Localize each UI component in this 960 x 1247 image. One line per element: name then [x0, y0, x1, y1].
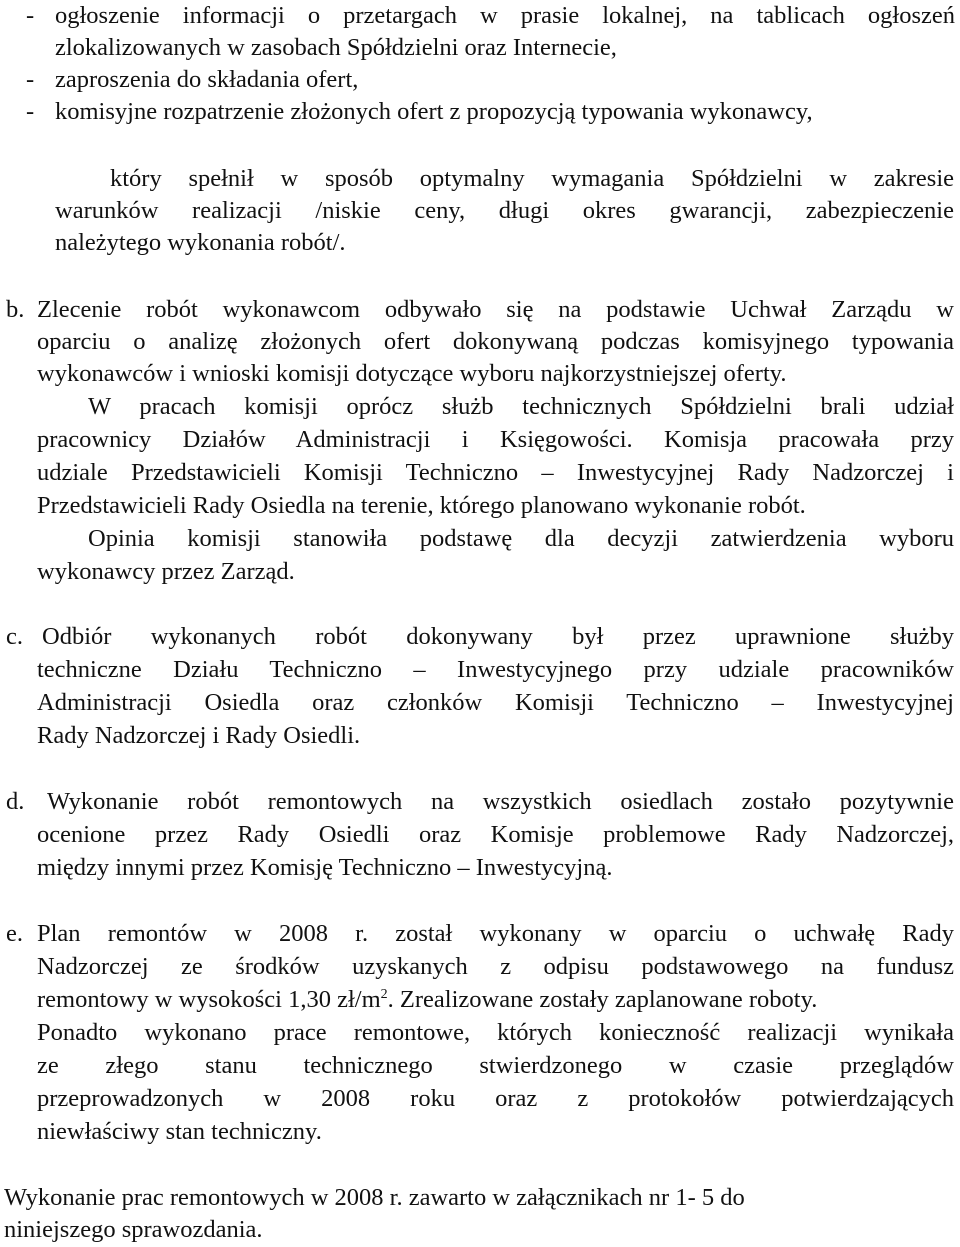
section-label: c. [6, 623, 23, 650]
list-item-line: zaproszenia do składania ofert, [55, 66, 359, 93]
paragraph-line [37, 984, 817, 1017]
paragraph-line: Opinia komisji stanowiła podstawę dla decyzji zatwierdzenia wyboru [88, 525, 954, 552]
section-label: e. [6, 920, 23, 947]
paragraph-line: Wykonanie robót remontowych na wszystkich osiedlach zostało pozytywnie [47, 788, 954, 815]
paragraph-line: Odbiór wykonanych robót dokonywany był przez uprawnione służby [42, 623, 954, 650]
list-item-line: komisyjne rozpatrzenie złożonych ofert z propozycją typowania wykonawcy, [55, 98, 813, 125]
paragraph-line: wykonawcy przez Zarząd. [37, 558, 295, 585]
paragraph-line: ocenione przez Rady Osiedli oraz Komisje problemowe Rady Nadzorczej, [37, 821, 954, 848]
list-dash: - [26, 66, 35, 93]
paragraph-line: ze złego stanu technicznego stwierdzonego w czasie przeglądów [37, 1052, 954, 1079]
text-fragment: . Zrealizowane zostały zaplanowane roboty. [387, 986, 818, 1013]
section-label: b. [6, 296, 25, 323]
list-dash: - [26, 2, 35, 29]
paragraph-line: wykonawców i wnioski komisji dotyczące wyboru najkorzystniejszej oferty. [37, 360, 787, 387]
paragraph-line: między innymi przez Komisję Techniczno – Inwestycyjną. [37, 854, 613, 881]
paragraph-line: udziale Przedstawicieli Komisji Techniczno – Inwestycyjnej Rady Nadzorczej i [37, 459, 954, 486]
paragraph-line: pracownicy Działów Administracji i Księgowości. Komisja pracowała przy [37, 426, 954, 453]
section-label: d. [6, 788, 25, 815]
list-item-line: zlokalizowanych w zasobach Spółdzielni oraz Internecie, [55, 34, 617, 61]
continuation-line: który spełnił w sposób optymalny wymagania Spółdzielni w zakresie [110, 165, 954, 192]
paragraph-line: oparciu o analizę złożonych ofert dokonywaną podczas komisyjnego typowania [37, 328, 954, 355]
paragraph-line: niewłaściwy stan techniczny. [37, 1118, 322, 1145]
paragraph-line: Administracji Osiedla oraz członków Komisji Techniczno – Inwestycyjnej [37, 689, 954, 716]
paragraph-line: Przedstawicieli Rady Osiedla na terenie, którego planowano wykonanie robót. [37, 492, 806, 519]
paragraph-line: techniczne Działu Techniczno – Inwestycyjnego przy udziale pracowników [37, 656, 954, 683]
text-fragment: remontowy w wysokości 1,30 zł/m [37, 986, 381, 1013]
paragraph-line: Nadzorczej ze środków uzyskanych z odpisu podstawowego na fundusz [37, 953, 954, 980]
paragraph-line: Plan remontów w 2008 r. został wykonany w oparciu o uchwałę Rady [37, 920, 954, 947]
continuation-line: należytego wykonania robót/. [55, 229, 346, 256]
paragraph-line: Zlecenie robót wykonawcom odbywało się na podstawie Uchwał Zarządu w [37, 296, 954, 323]
paragraph-line: W pracach komisji oprócz służb technicznych Spółdzielni brali udział [88, 393, 954, 420]
continuation-line: warunków realizacji /niskie ceny, długi okres gwarancji, zabezpieczenie [55, 197, 954, 224]
paragraph-line: Rady Nadzorczej i Rady Osiedli. [37, 722, 361, 749]
paragraph-line: Wykonanie prac remontowych w 2008 r. zawarto w załącznikach nr 1- 5 do [4, 1184, 745, 1211]
paragraph-line: Ponadto wykonano prace remontowe, których konieczność realizacji wynikała [37, 1019, 954, 1046]
paragraph-line: przeprowadzonych w 2008 roku oraz z protokołów potwierdzających [37, 1085, 954, 1112]
paragraph-line: niniejszego sprawozdania. [4, 1216, 263, 1243]
list-dash: - [26, 98, 35, 125]
superscript: 2 [380, 987, 388, 1002]
list-item-line: ogłoszenie informacji o przetargach w prasie lokalnej, na tablicach ogłoszeń [55, 2, 955, 29]
